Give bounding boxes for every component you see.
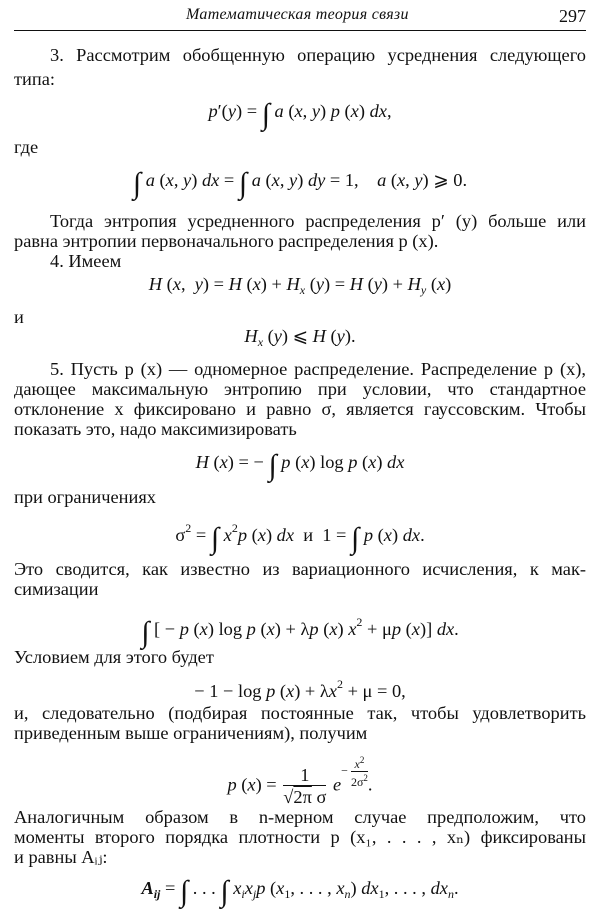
text-line: приведенным выше ограничениям), получим [14,723,368,743]
text-line: где [14,137,39,157]
text-line: Это сводится, как известно из вариационного исчисления, к мак- [14,559,586,579]
text-line: и равны Aᵢⱼ: [14,847,108,867]
text-line: дающее максимальную энтропию при условии, что стандартное [14,379,586,399]
equation: H (x) = − ∫ p (x) log p (x) dx [195,449,405,482]
equation: ∫ a (x, y) dx = ∫ a (x, y) dy = 1, a (x, y) ⩾ 0. [132,167,468,200]
text-line: показать это, надо максимизировать [14,419,297,439]
equation: H (x, y) = H $(x) + H_x$ (y) = H $(y) + H_y$ (x) [148,274,452,297]
header-title: Математическая теория связи [186,6,409,23]
text-line: 3. Рассмотрим обобщенную операцию усреднения следующего [50,45,586,65]
equation: $A_{ij}$ = ∫ . . . ∫ $x_ix_jp$ ($x_1$, . . . , $x_n$) $dx_1$, . . . , $dx_n$. [141,875,459,908]
text-line: при ограничениях [14,487,157,507]
text-line: симизации [14,579,99,599]
text-line: 4. Имеем [50,251,122,271]
equation: − 1 − log p $(x) + \lambda x^2 + \mu = 0$, [194,677,406,701]
equation: p′(y) = ∫ a (x, y) p (x) dx, [208,98,392,131]
text-line: Тогда энтропия усредненного распределения p′ (y) больше или [50,211,586,231]
equation: p (x) = $\frac{1}{\text{√2π σ}}$ e− $\frac{x^2}{2\sigma^2}$ . [227,755,373,807]
page-number: 297 [559,6,586,26]
text-line: и, следовательно (подбирая постоянные так, чтобы удовлетворить [14,703,586,723]
text-line: типа: [14,69,55,89]
equation: ∫ [ − p (x) log p (x) + λp (x) $x^2 + \mu p$ (x)] dx. [141,615,459,649]
text-line: Условием для этого будет [14,647,214,667]
text-line: равна энтропии первоначального распределения p (x). [14,231,439,251]
text-line: 5. Пусть p (x) — одномерное распределение. Распределение p (x), [50,359,586,379]
equation: $\sigma^2$ = ∫ $x^2p$ (x) dx и 1 = ∫ p (x) dx. [175,521,425,555]
text-line: моменты второго порядка плотности p (x₁, . . . , xₙ) фиксированы [14,827,586,847]
equation: $H_x$ (y) ⩽ H (y). [244,326,356,349]
text-line: и [14,307,24,327]
text-line: Аналогичным образом в n-мерном случае предположим, что [14,807,586,827]
text-line: отклонение x фиксировано и равно σ, является гауссовским. Чтобы [14,399,586,419]
running-header [14,4,586,31]
